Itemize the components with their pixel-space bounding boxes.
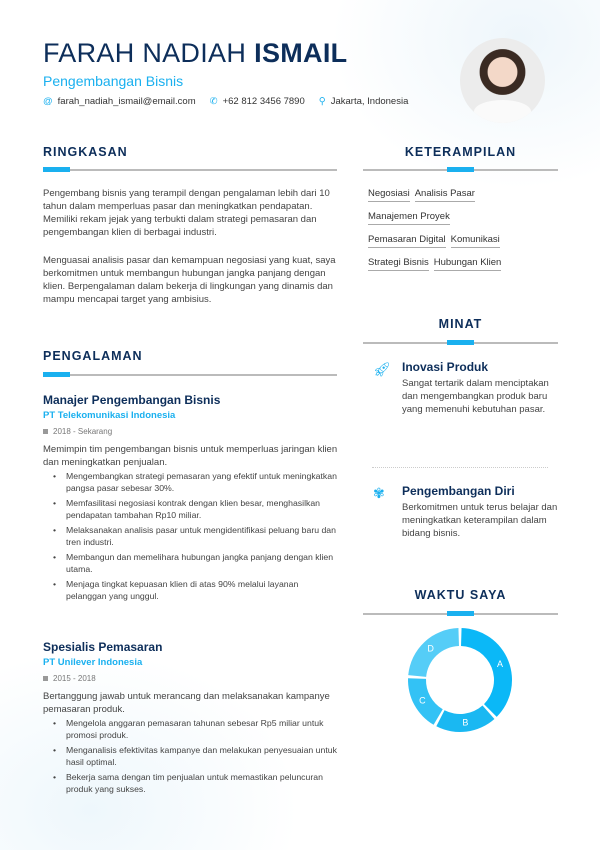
slice-label: D [427,643,434,654]
skill-tag: Negosiasi [368,188,410,202]
interests-title: MINAT [438,317,483,331]
divider [363,613,558,615]
skill-tag: Analisis Pasar [415,188,475,202]
bullet: • Menjaga tingkat kepuasan klien di atas 90% melalui layanan pelanggan yang unggul. [66,579,341,602]
interest-title: Inovasi Produk [402,360,489,374]
job-role: Pengembangan Bisnis [43,73,184,89]
date-text: 2018 - Sekarang [53,427,113,436]
bullet: • Memfasilitasi negosiasi kontrak dengan klien besar, menghasilkan pendapatan tambahan Rp10 miliar. [66,498,341,521]
bullet: • Menganalisis efektivitas kampanye dan melakukan penyesuaian untuk hasil optimal. [66,745,341,768]
experience-title: PENGALAMAN [43,349,143,363]
contact-info [43,96,408,107]
phone: +62 812 3456 7890 [222,96,305,107]
interest-item [402,360,552,416]
bullet: • Bekerja sama dengan tim penjualan untuk memastikan peluncuran produk yang sukses. [66,772,341,795]
interest-item [402,484,558,540]
job-date [43,674,341,683]
time-donut-chart [400,628,520,748]
summary-paragraph-2: Menguasai analisis pasar dan kemampuan negosiasi yang kuat, saya berkomitmen untuk membangun hubungan jangka panjang dengan klien. Berpengalaman dalam bekerja di lingkungan yang dinamis dan mampu mencapai target yang ambisius. [43,255,336,305]
phone-icon: ✆ [209,96,218,107]
calendar-icon [43,676,48,681]
job-entry [43,393,341,606]
skill-tag: Komunikasi [451,234,500,248]
slice-label: C [419,695,426,706]
bullet: • Melaksanakan analisis pasar untuk mengidentifikasi peluang baru dan tren industri. [66,525,341,548]
skill-tag: Manajemen Proyek [368,211,450,225]
job-entry [43,640,341,799]
last-name: ISMAIL [254,38,348,68]
interest-text: Berkomitmen untuk terus belajar dan meningkatkan keterampilan dalam bidang bisnis. [402,502,558,539]
summary-paragraph-1: Pengembang bisnis yang terampil dengan pengalaman lebih dari 10 tahun dalam memperluas pasar dan meningkatkan pendapatan. Memiliki rekam jejak yang terbukti dalam strategi pemasaran dan pengembangan klien di berbagai industri. [43,188,330,238]
skill-tag: Hubungan Klien [434,257,502,271]
job-bullets [66,718,341,795]
bullet: • Membangun dan memelihara hubungan jangka panjang dengan klien utama. [66,552,341,575]
company: PT Unilever Indonesia [43,657,143,668]
divider [372,467,548,468]
job-title: Spesialis Pemasaran [43,640,163,654]
slice-label: B [462,717,469,728]
job-date [43,427,341,436]
job-bullets [66,471,341,602]
profile-photo [460,38,545,123]
location-icon: ⚲ [318,96,326,107]
skills-list [368,188,558,280]
job-description: Memimpin tim pengembangan bisnis untuk memperluas jaringan klien dan meningkatkan penjualan. [43,444,338,468]
interest-title: Pengembangan Diri [402,484,515,498]
date-text: 2015 - 2018 [53,674,96,683]
skills-title: KETERAMPILAN [404,145,517,159]
bullet: • Mengelola anggaran pemasaran tahunan sebesar Rp5 miliar untuk promosi produk. [66,718,341,741]
interest-text: Sangat tertarik dalam menciptakan dan mengembangkan produk baru yang memenuhi kebutuhan pasar. [402,378,549,415]
divider [43,169,337,171]
company: PT Telekomunikasi Indonesia [43,410,176,421]
email: farah_nadiah_ismail@email.com [57,96,196,107]
first-name: FARAH NADIAH [43,38,247,68]
calendar-icon [43,429,48,434]
divider [363,342,558,344]
divider [363,169,558,171]
full-name [43,38,347,69]
bullet: • Mengembangkan strategi pemasaran yang efektif untuk meningkatkan pangsa pasar sebesar 30%. [66,471,341,494]
summary-title: RINGKASAN [43,145,128,159]
slice-label: A [496,659,503,670]
job-description: Bertanggung jawab untuk merancang dan melaksanakan kampanye pemasaran produk. [43,691,330,715]
skill-tag: Pemasaran Digital [368,234,446,248]
skill-tag: Strategi Bisnis [368,257,429,271]
rocket-icon: 🚀︎ [373,361,391,377]
location: Jakarta, Indonesia [330,96,409,107]
time-title: WAKTU SAYA [414,588,507,602]
brain-icon: ✾ [373,485,385,501]
donut-slice-A [461,628,512,717]
divider [43,374,337,376]
job-title: Manajer Pengembangan Bisnis [43,393,221,407]
at-icon: @ [43,96,53,107]
